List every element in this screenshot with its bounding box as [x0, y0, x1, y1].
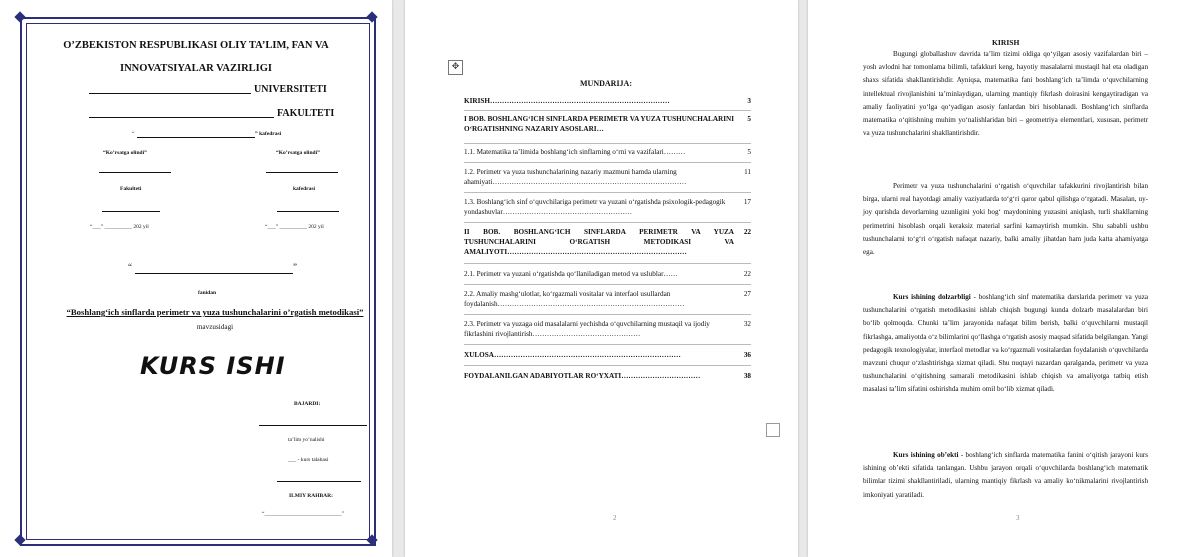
toc-entry-page: 5 [747, 148, 751, 156]
intro-paragraph-1: Bugungi globallashuv davrida ta’lim tizimi oldiga qo‘yilgan asosiy vazifalardan biri – yosh avlodni har tomonlama bilimli, tafakkuri keng, hayotiy masalalarni mustaqil hal eta oladigan shaxs sifatida shakllantirishdir. Ayniqsa, matematika fani boshlang‘ich ta’limda o‘quvchilarning intellektual rivojlanishini ta’minlaydigan, ularning mantiqiy fikrlash doirasini kengaytiradigan va amaliy faoliyatini yo‘lga qo‘yadigan asosiy fanlardan biri hisoblanadi. Boshlang‘ich sinflarda matematika o‘qitishning muhim yo‘nalishlaridan biri – geometriya elementlari, xususan, perimetr va yuza tushunchalarini shakllantirishdir. [863, 50, 1148, 138]
toc-entry-page: 3 [747, 97, 751, 105]
toc-row-divider [464, 162, 751, 163]
date-right: “___” __________ 202 yil [265, 224, 324, 230]
toc-entry[interactable] [464, 350, 751, 362]
university-blank [89, 93, 251, 94]
toc-row-divider [464, 110, 751, 111]
object-paragraph [863, 449, 1148, 502]
subject-caption: fanidan [198, 290, 217, 296]
supervisor-name-blank: “____________________________” [262, 511, 344, 517]
student-name-blank [259, 425, 367, 426]
toc-entry[interactable] [464, 197, 751, 219]
reviewed-right-blank [266, 172, 338, 173]
department-open-quote: “ [132, 131, 135, 137]
subject-blank [135, 273, 293, 274]
introduction-page [808, 0, 1200, 557]
toc-entry[interactable] [464, 289, 751, 311]
toc-entry-text: 2.2. Amaliy mashg‘ulotlar, ko‘rgazmali vositalar va interfaol usullardan foydalanish…………………………………………………………………… [464, 290, 685, 308]
toc-entry-page: 36 [743, 351, 751, 359]
toc-entry-text: FOYDALANILGAN ADABIYOTLAR RO‘YXATI…………………………… [464, 372, 701, 380]
reviewed-left: “Ko’rsatga olindi” [103, 150, 147, 156]
toc-row-divider [464, 344, 751, 345]
university-label: UNIVERSITETI [254, 84, 327, 95]
toc-entry-page: 17 [743, 198, 751, 206]
toc-entry-text: 1.3. Boshlang‘ich sinf o‘quvchilariga perimetr va yuzani o‘rgatishda psixologik-pedagogik yondashuvlar……………………………………………… [464, 198, 726, 216]
topic-title-block [60, 306, 370, 334]
toc-title: MUNDARIJA: [580, 79, 632, 88]
table-resize-handle-icon[interactable] [766, 423, 780, 437]
topic-suffix: mavzusidagi [196, 323, 234, 331]
supervisor-label: ILMIY RAHBAR: [289, 493, 333, 499]
ministry-line-2: INNOVATSIYALAR VAZIRLIGI [119, 63, 272, 74]
toc-entry-page: 38 [743, 372, 751, 380]
student-course: ___ - kurs talabasi [288, 457, 329, 463]
subject-quote-close: ” [293, 262, 297, 272]
topic-title: “Boshlang‘ich sinflarda perimetr va yuza tushunchalarini o’rgatish metodikasi” [66, 307, 364, 317]
toc-entry[interactable] [464, 147, 751, 159]
subject-quote-open: “ [128, 262, 132, 272]
toc-entry-text: XULOSA…………………………………………………………………… [464, 351, 681, 359]
department-sign-blank [277, 211, 339, 212]
done-by-label: BAJARDI: [294, 401, 321, 407]
department-sign-label: kafedrasi [293, 186, 315, 192]
object-lead: Kurs ishining ob’ekti [893, 451, 959, 459]
toc-entry[interactable] [464, 167, 751, 189]
relevance-text: - boshlang‘ich sinf matematika darslarida perimetr va yuza tushunchalarini o‘rgatish metodikasini ishlab chiqish bugungi kunda dolzarb masalalardan biri bo‘lib qolmoqda. Chunki ta’lim jarayonida nafaqat bilim berish, balki o‘quvchilarni mustaqil fikrlashga, amaliyotda o‘z bilimlarini qo‘llashga o‘rgatish asosiy maqsad sifatida belgilangan. Yangi pedagogik texnologiyalar, interfaol metodlar va ko‘rgazmali vositalardan foydalanish o‘quvchilarda mavzuni chuqur o‘zlashtirishga xizmat qiladi. Shu nuqtayi nazardan qaralganda, perimetr va yuza tushunchalarini o‘qitishning samarali metodikasini ishlab chiqish va amaliyotga tatbiq etish masalasi ta’lim sifatini oshirishda muhim omil bo‘lib xizmat qiladi. [863, 293, 1148, 394]
toc-row-divider [464, 263, 751, 264]
toc-entry[interactable] [464, 227, 751, 259]
ministry-line-1: O’ZBEKISTON RESPUBLIKASI OLIY TA’LIM, FAN VA [63, 40, 329, 51]
toc-entry-text: 1.2. Perimetr va yuza tushunchalarining nazariy mazmuni hamda ularning ahamiyati……………………………………………………………………… [464, 168, 687, 186]
toc-entry[interactable] [464, 114, 751, 136]
toc-entry-text: I BOB. BOSHLANG‘ICH SINFLARDA PERIMETR VA YUZA TUSHUNCHALARINI O‘RGATISHNING NAZARIY ASOSLARI… [464, 115, 734, 133]
toc-entry[interactable] [464, 371, 751, 383]
toc-entry[interactable] [464, 96, 751, 108]
toc-row-divider [464, 143, 751, 144]
toc-entry-text: II BOB. BOSHLANG‘ICH SINFLARDA PERIMETR VA YUZA TUSHUNCHALARINI O‘RGATISH METODIKASI VA AMALIYOTI………………………………………………………………… [464, 228, 734, 256]
toc-entry-page: 32 [743, 320, 751, 328]
student-field: ta’lim yo’nalishi [288, 437, 325, 443]
page-number: 3 [1016, 514, 1020, 522]
toc-entry-text: 2.1. Perimetr va yuzani o‘rgatishda qo‘llaniladigan metod va uslublar…… [464, 270, 678, 278]
toc-entry-page: 5 [747, 115, 751, 123]
department-blank [137, 137, 255, 138]
toc-entry[interactable] [464, 319, 751, 341]
section-heading: KIRISH [992, 38, 1020, 47]
work-type-title: KURS ISHI [140, 352, 286, 380]
reviewed-left-blank [99, 172, 171, 173]
table-move-handle-icon[interactable]: ✥ [448, 60, 463, 75]
department-suffix: ” kafedrasi [255, 131, 282, 137]
toc-entry-text: 2.3. Perimetr va yuzaga oid masalalarni yechishda o‘quvchilarning mustaqil va ijodiy fikrlashini rivojlantirish……………………………………… [464, 320, 710, 338]
faculty-sign-blank [102, 211, 160, 212]
toc-entry-text: 1.1. Matematika ta’limida boshlang‘ich sinflarning o‘rni va vazifalari……… [464, 148, 686, 156]
toc-row-divider [464, 314, 751, 315]
toc-entry-page: 22 [743, 270, 751, 278]
contents-page [405, 0, 798, 557]
toc-row-divider [464, 284, 751, 285]
toc-entry-page: 22 [743, 228, 751, 236]
toc-row-divider [464, 365, 751, 366]
object-text: - boshlang‘ich sinflarda matematika fanini o‘qitish jarayoni kurs ishining ob’ekti sifatida tanlangan. Ushbu jarayon orqali o‘quvchilarda boshlang‘ich matematik bilimlar tizimi shakllantiriladi, ularning mantiqiy fikrlash va amaliy ko‘nikmalarini rivojlantirish imkoniyati yaratiladi. [863, 451, 1148, 499]
toc-row-divider [464, 192, 751, 193]
toc-row-divider [464, 222, 751, 223]
relevance-paragraph [863, 291, 1148, 397]
toc-entry[interactable] [464, 269, 751, 281]
title-page [0, 0, 392, 557]
faculty-blank [89, 117, 274, 118]
intro-paragraph-2: Perimetr va yuza tushunchalarini o‘rgatish o‘quvchilar tafakkurini rivojlantirish bilan birga, ularni real hayotdagi amaliy vaziyatlarda to‘g‘ri qaror qabul qilishga o‘rgatadi. Masalan, uy-joy qurishda devorlarning uzunligini yoki bog‘ maydonining yuzasini aniqlash, turli shakllarning perimetrini hisoblash orqali keraksiz material sarfini kamaytirish mumkin. Shu sababli ushbu tushunchalarni to‘g‘ri o‘rgatish nafaqat nazariy, balki amaliy jihatdan ham juda katta ahamiyatga ega. [863, 182, 1148, 257]
student-sign-blank [277, 481, 361, 482]
toc-entry-page: 27 [743, 290, 751, 298]
date-left: “___” __________ 202 yil [90, 224, 149, 230]
faculty-label: FAKULTETI [277, 108, 335, 119]
reviewed-right: “Ko’rsatga olindi” [276, 150, 320, 156]
toc-entry-text: KIRISH………………………………………………………………… [464, 97, 670, 105]
faculty-sign-label: Fakulteti [120, 186, 142, 192]
relevance-lead: Kurs ishining dolzarbligi [893, 293, 971, 301]
page-number: 2 [613, 514, 617, 522]
toc-entry-page: 11 [744, 168, 751, 176]
